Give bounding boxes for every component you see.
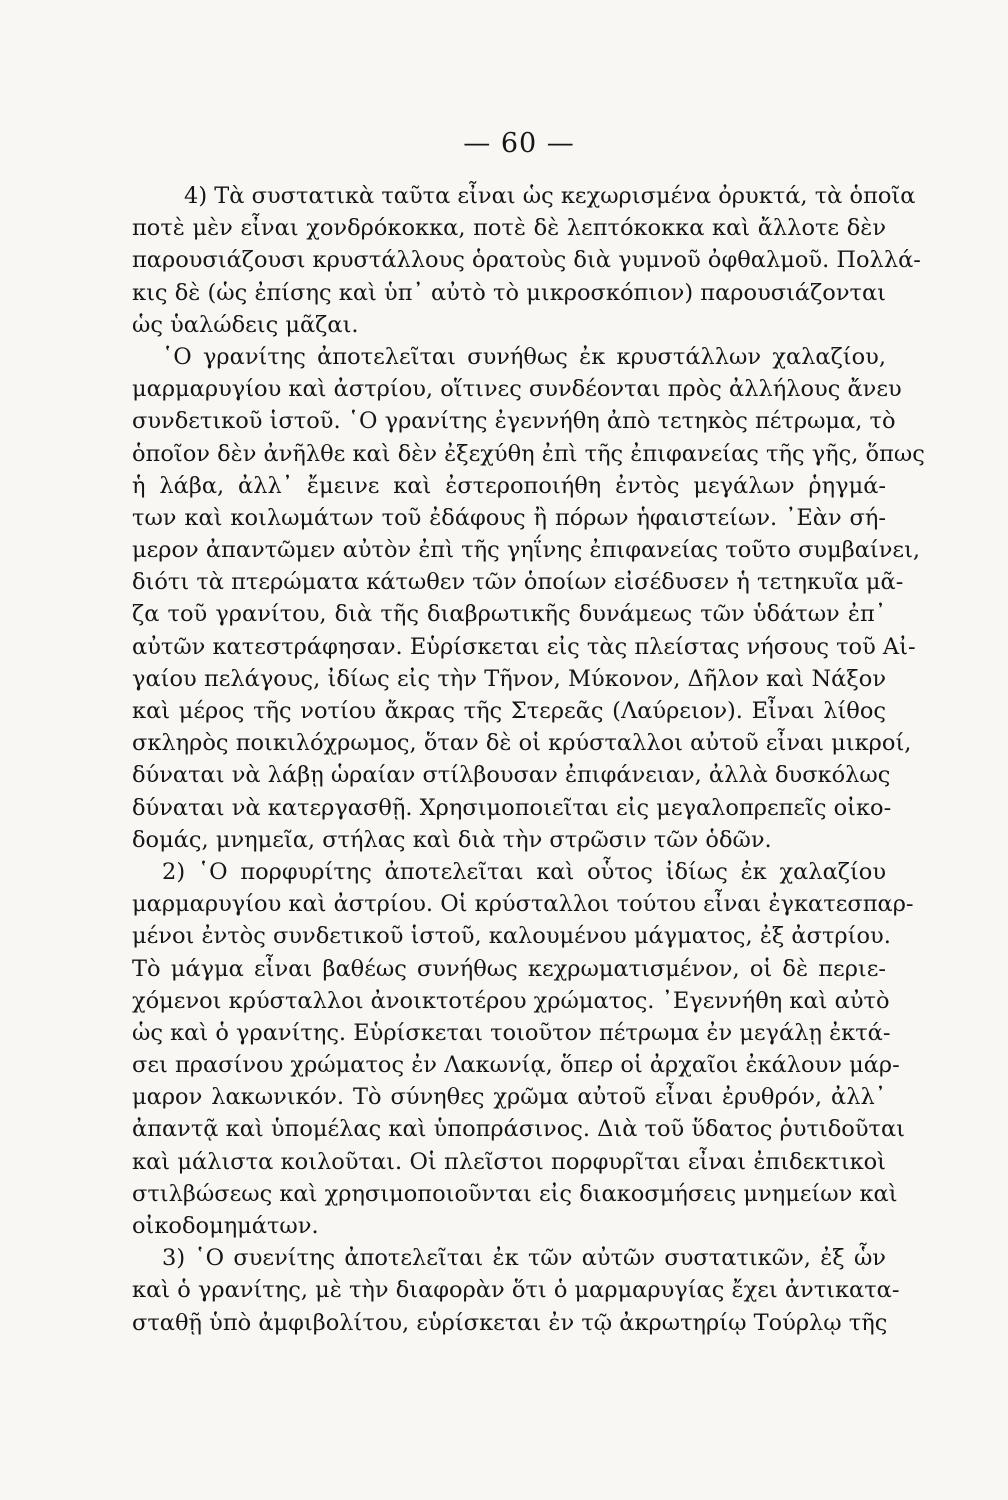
text-line: δύναται νὰ κατεργασθῇ. Χρησιμοποιεῖται εἰς μεγαλοπρεπεῖς οἰκο-: [132, 794, 892, 821]
text-line: χόμενοι κρύσταλλοι ἀνοικτοτέρου χρώματος. ᾽Εγεννήθη καὶ αὐτὸ: [132, 987, 890, 1014]
text-line: συνδετικοῦ ἱστοῦ. ῾Ο γρανίτης ἐγεννήθη ἀπὸ τετηκὸς πέτρωμα, τὸ: [132, 408, 896, 435]
text-line: ῾Ο γρανίτης ἀποτελεῖται συνήθως ἐκ κρυστάλλων χαλαζίου,: [162, 343, 886, 370]
text-line: παρουσιάζουσι κρυστάλλους ὁρατοὺς διὰ γυμνοῦ ὀφθαλμοῦ. Πολλά-: [132, 247, 921, 274]
text-line: γαίου πελάγους, ἰδίως εἰς τὴν Τῆνον, Μύκονον, Δῆλον καὶ Νάξον: [132, 665, 886, 692]
text-line: δομάς, μνημεῖα, στήλας καὶ διὰ τὴν στρῶσιν τῶν ὁδῶν.: [132, 826, 772, 853]
text-line: σταθῇ ὑπὸ ἀμφιβολίτου, εὑρίσκεται ἐν τῷ ἀκρωτηρίῳ Τούρλῳ τῆς: [132, 1309, 888, 1336]
text-line: 2) ῾Ο πορφυρίτης ἀποτελεῖται καὶ οὗτος ἰδίως ἐκ χαλαζίου: [162, 858, 886, 885]
text-line: των καὶ κοιλωμάτων τοῦ ἐδάφους ἢ πόρων ἡφαιστείων. ᾽Εὰν σή-: [132, 504, 886, 531]
text-line: μαρον λακωνικόν. Τὸ σύνηθες χρῶμα αὐτοῦ εἶναι ἐρυθρόν, ἀλλ᾽: [132, 1084, 886, 1111]
text-line: ὡς καὶ ὁ γρανίτης. Εὑρίσκεται τοιοῦτον πέτρωμα ἐν μεγάλῃ ἐκτά-: [132, 1019, 891, 1046]
text-line: καὶ μάλιστα κοιλοῦται. Οἱ πλεῖστοι πορφυρῖται εἶναι ἐπιδεκτικοὶ: [132, 1148, 886, 1175]
text-line: στιλβώσεως καὶ χρησιμοποιοῦνται εἰς διακοσμήσεις μνημείων καὶ: [132, 1180, 898, 1207]
text-line: καὶ μέρος τῆς νοτίου ἄκρας τῆς Στερεᾶς (Λαύρειον). Εἶναι λίθος: [132, 698, 886, 724]
text-line: ἡ λάβα, ἀλλ᾽ ἔμεινε καὶ ἐστεροποιήθη ἐντὸς μεγάλων ῥηγμά-: [132, 472, 886, 499]
text-line: δύναται νὰ λάβῃ ὡραίαν στίλβουσαν ἐπιφάνειαν, ἀλλὰ δυσκόλως: [132, 762, 891, 789]
text-line: 3) ῾Ο συενίτης ἀποτελεῖται ἐκ τῶν αὐτῶν συστατικῶν, ἐξ ὧν: [162, 1245, 886, 1272]
text-line: κις δὲ (ὡς ἐπίσης καὶ ὑπ᾽ αὐτὸ τὸ μικροσκόπιον) παρουσιάζονται: [132, 279, 886, 306]
text-line: μένοι ἐντὸς συνδετικοῦ ἱστοῦ, καλουμένου μάγματος, ἐξ ἀστρίου.: [132, 923, 891, 950]
text-line: ὁποῖον δὲν ἀνῆλθε καὶ δὲν ἐξεχύθη ἐπὶ τῆς ἐπιφανείας τῆς γῆς, ὅπως: [132, 440, 925, 467]
body-text: [132, 180, 925, 1339]
page-number: — 60 —: [463, 128, 575, 159]
text-line: οἰκοδομημάτων.: [132, 1213, 319, 1239]
text-line: ὡς ὑαλώδεις μᾶζαι.: [132, 311, 359, 338]
text-line: ποτὲ μὲν εἶναι χονδρόκοκκα, ποτὲ δὲ λεπτόκοκκα καὶ ἄλλοτε δὲν: [132, 215, 886, 242]
text-line: ζα τοῦ γρανίτου, διὰ τῆς διαβρωτικῆς δυνάμεως τῶν ὑδάτων ἐπ᾽: [132, 601, 886, 628]
text-line: αὐτῶν κατεστράφησαν. Εὑρίσκεται εἰς τὰς πλείστας νήσους τοῦ Αἰ-: [132, 633, 916, 660]
text-line: 4) Τὰ συστατικὰ ταῦτα εἶναι ὡς κεχωρισμένα ὀρυκτά, τὰ ὁποῖα: [184, 183, 916, 209]
text-line: σει πρασίνου χρώματος ἐν Λακωνίᾳ, ὅπερ οἱ ἀρχαῖοι ἐκάλουν μάρ-: [132, 1052, 900, 1079]
text-line: Τὸ μάγμα εἶναι βαθέως συνήθως κεχρωματισμένον, οἱ δὲ περιε-: [132, 955, 886, 982]
text-line: σκληρὸς ποικιλόχρωμος, ὅταν δὲ οἱ κρύσταλλοι αὐτοῦ εἶναι μικροί,: [132, 730, 912, 757]
text-line: καὶ ὁ γρανίτης, μὲ τὴν διαφορὰν ὅτι ὁ μαρμαρυγίας ἔχει ἀντικατα-: [132, 1277, 900, 1304]
text-line: μαρμαρυγίου καὶ ἀστρίου. Οἱ κρύσταλλοι τούτου εἶναι ἐγκατεσπαρ-: [132, 891, 914, 918]
text-line: ἀπαντᾷ καὶ ὑπομέλας καὶ ὑποπράσινος. Διὰ τοῦ ὕδατος ῥυτιδοῦται: [132, 1116, 905, 1143]
text-line: μερον ἀπαντῶμεν αὐτὸν ἐπὶ τῆς γηΐνης ἐπιφανείας τοῦτο συμβαίνει,: [132, 537, 921, 564]
text-line: διότι τὰ πτερώματα κάτωθεν τῶν ὁποίων εἰσέδυσεν ἡ τετηκυῖα μᾶ-: [132, 569, 904, 596]
text-line: μαρμαρυγίου καὶ ἀστρίου, οἵτινες συνδέονται πρὸς ἀλλήλους ἄνευ: [132, 376, 902, 403]
